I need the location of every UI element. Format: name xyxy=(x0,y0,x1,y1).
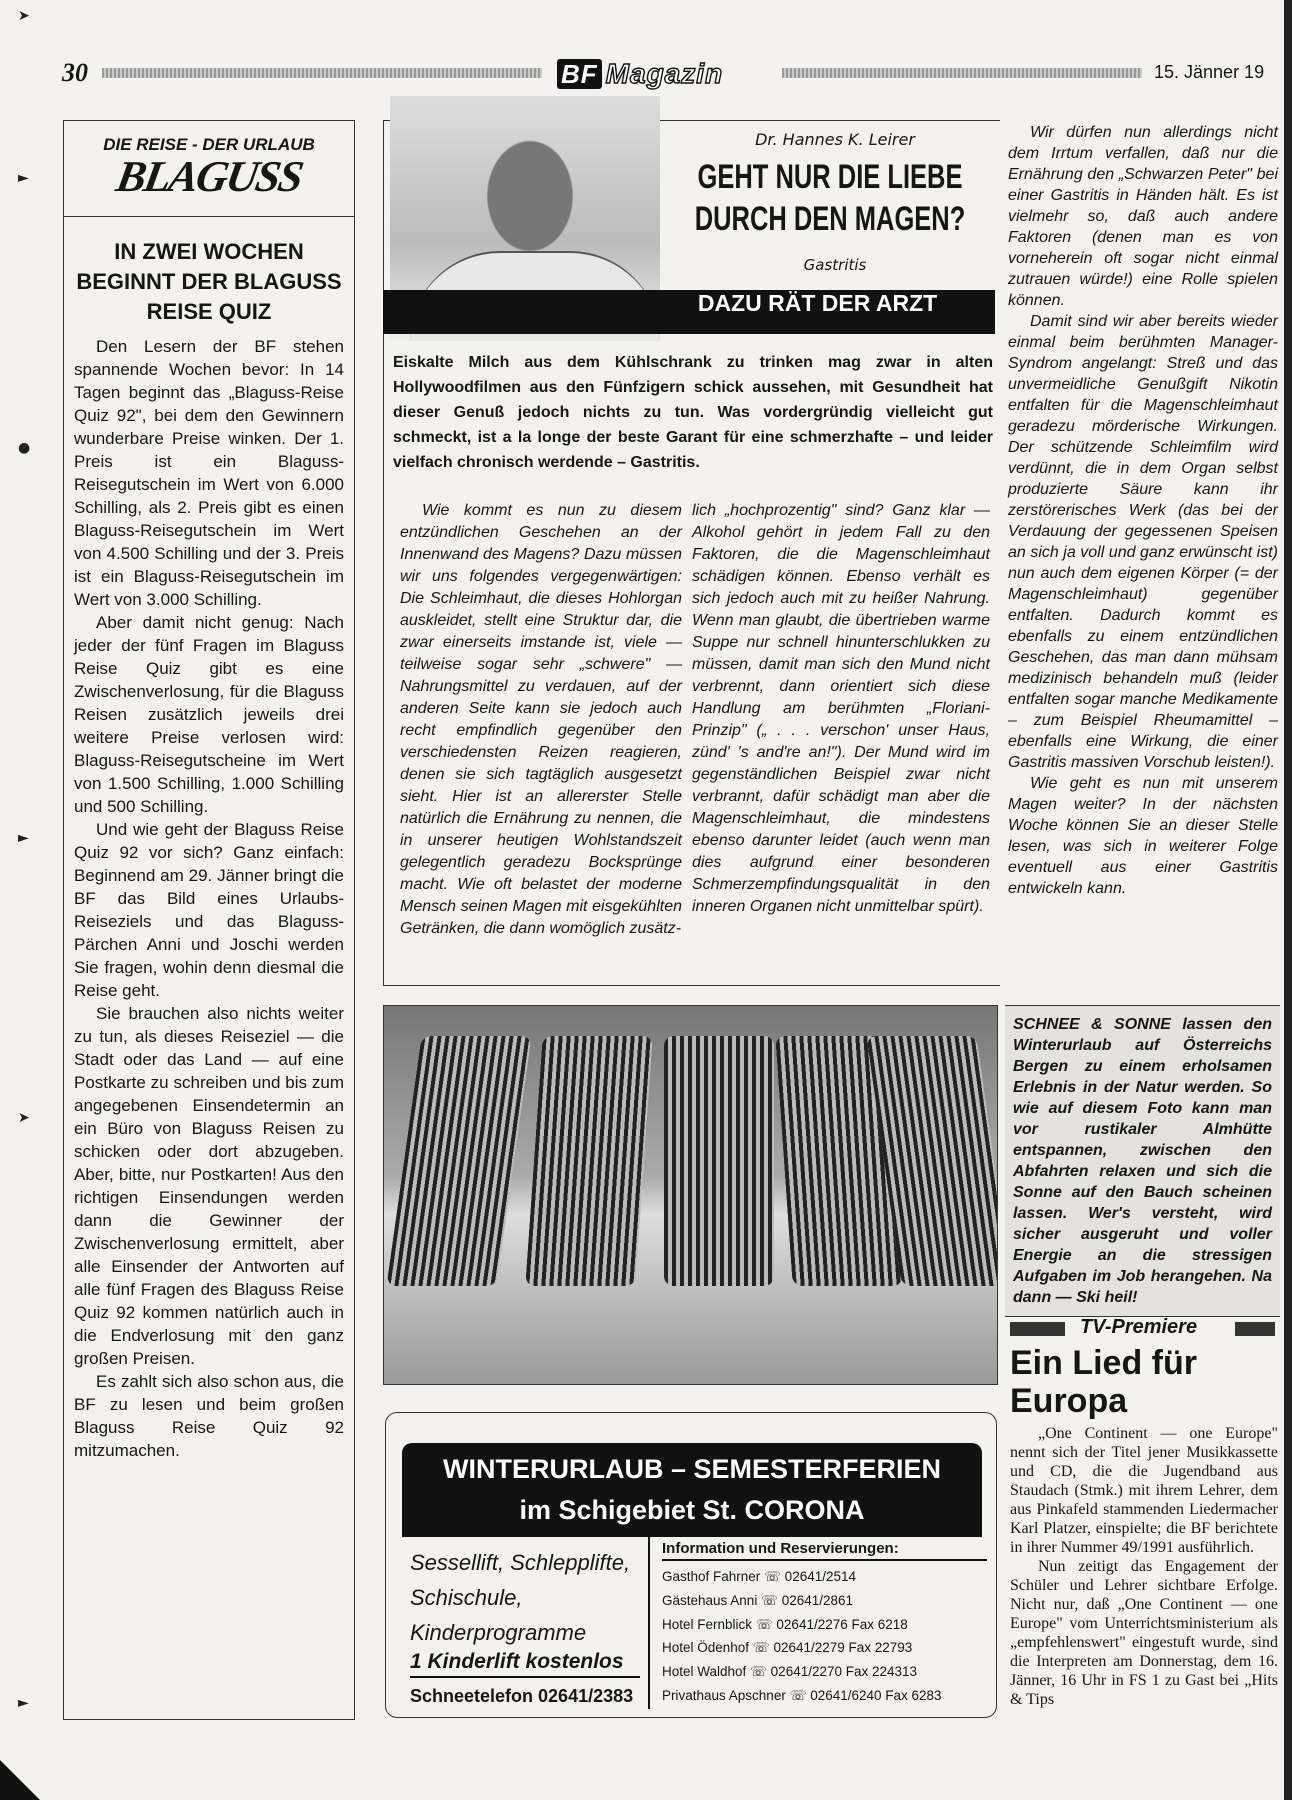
paragraph: Aber damit nicht genug: Nach jeder der fünf Fragen im Blaguss Reise Quiz gibt es eine Zwischenverlosung, für die Blaguss Reisen zusätzlich jeweils drei weitere Preise verlosen wird: Blaguss-Reisegutscheine im Wert von 1.500 Schilling, 1.000 Schilling und 500 Schilling. xyxy=(74,613,344,816)
tv-text xyxy=(1010,1424,1278,1709)
paragraph: Wie geht es nun mit unserem Magen weiter? In der nächsten Woche können Sie an dieser Stelle lesen, was sich in weiterer Folge eventuell aus einer Gastritis entwickeln kann. xyxy=(1008,775,1278,897)
ad-contact: Gästehaus Anni ☏ 02641/2861 xyxy=(662,1592,854,1608)
paragraph: Wie kommt es nun zu diesem entzündlichen Geschehen an der Innenwand des Magens? Dazu müssen wir uns folgendes vergegenwärtigen: Die Schleimhaut, die dieses Hohlorgan auskleidet, stellt eine Struktur dar, die zwar einerseits imstande ist, viele — teilweise sogar sehr „schwere" — Nahrungsmittel zu verdauen, auf der anderen Seite kann sie jedoch auch recht empfindlich gegenüber den verschiedensten Reizen reagieren, denen sie sich tagtäglich ausgesetzt sieht. Hier ist an allererster Stelle natürlich die Ernährung zu nennen, die in unserer heutigen Wohlstandszeit gelegentlich geradezu Bocksprünge macht. Wie oft belastet der moderne Mensch seinen Magen mit eisgekühlten Getränken, die dann womöglich zusätz- xyxy=(400,502,682,937)
paragraph: Es zahlt sich also schon aus, die BF zu lesen und beim großen Blaguss Reise Quiz 92 mitzumachen. xyxy=(74,1372,344,1460)
page-header xyxy=(62,58,1282,88)
blaguss-brand: BLAGUSS xyxy=(112,152,306,201)
paragraph: „One Continent — one Europe" nennt sich der Titel jener Musikkassette und CD, die die Jugendband aus Staudach (Stmk.) mit ihrem Lehrer, dem aus Pinkafeld stammenden Liedermacher Karl Platzer, einspielte; die BF berichtete in ihrer Nummer 49/1991 ausführlich. xyxy=(1010,1425,1278,1556)
binding-mark-icon: ● xyxy=(18,440,31,456)
tv-headline: Ein Lied für Europa xyxy=(1010,1344,1197,1420)
ad-divider xyxy=(648,1537,650,1709)
binding-mark-icon: ► xyxy=(18,170,29,186)
logo-magazin: Magazin xyxy=(605,58,724,89)
blaguss-headline: IN ZWEI WOCHEN BEGINNT DER BLAGUSS REISE QUIZ xyxy=(76,239,342,324)
article-title: GEHT NUR DIE LIEBE DURCH DEN MAGEN? xyxy=(694,158,966,238)
paragraph: Sie brauchen also nichts weiter zu tun, als dieses Reiseziel — die Stadt oder das Land — auf eine Postkarte zu schreiben und bis zum angegebenen Einsendetermin an ein Büro von Blaguss Reisen zu schicken oder dort abzugeben. Aber, bitte, nur Postkarten! Aus den richtigen Einsendungen werden dann die Gewinner der Zwischenverlosung ermittelt, aber alle Einsender der Antworten auf alle fünf Fragen des Blaguss Reise Quiz 92 kommen natürlich auch in die Endverlosung mit den ganz großen Preisen. xyxy=(74,1004,344,1368)
paragraph: Den Lesern der BF stehen spannende Wochen bevor: In 14 Tagen beginnt das „Blaguss-Reise Quiz 92", bei dem den Gewinnern wunderbare Preise winken. Der 1. Preis ist ein Blaguss-Reisegutschein im Wert von 6.000 Schilling, als 2. Preis gibt es einen Blaguss-Reisegutschein im Wert von 4.500 Schilling und der 3. Preis ist ein Blaguss-Reisegutschein im Wert von 3.000 Schilling. xyxy=(74,337,344,609)
ad-contact: Hotel Ödenhof ☏ 02641/2279 Fax 22793 xyxy=(662,1640,913,1656)
paragraph: Nun zeitigt das Engagement der Schüler und Lehrer sichtbare Erfolge. Nicht nur, daß „One Continent — one Europe" vom Unterrichtsministerium als „empfehlenswert" eingestuft wurde, sind die Interpreten am Donnerstag, dem 16. Jänner, 16 Uhr in FS 1 zu Gast bei „Hits & Tips xyxy=(1010,1558,1278,1708)
banner-label: DAZU RÄT DER ARZT xyxy=(697,290,938,316)
blaguss-kicker: DIE REISE - DER URLAUB xyxy=(103,135,315,154)
binding-mark-icon: ► xyxy=(18,830,29,846)
tv-rule xyxy=(1235,1322,1275,1336)
ad-contact: Gasthof Fahrner ☏ 02641/2514 xyxy=(662,1569,857,1584)
blaguss-logo xyxy=(64,121,354,217)
paragraph: Wir dürfen nun allerdings nicht dem Irrtum verfallen, daß nur die Ernährung den „Schwarzen Peter" bei einer Gastritis in Händen hält. Es ist vielmehr so, daß auch andere Faktoren (denen man es von vorneherein oft sogar nicht einmal zutrauen würde!) eine Rolle spielen können. xyxy=(1008,124,1278,309)
ad-contact: Hotel Waldhof ☏ 02641/2270 Fax 224313 xyxy=(662,1664,918,1680)
binding-mark-icon: ➤ xyxy=(18,1110,30,1126)
tv-kicker: TV-Premiere xyxy=(1080,1316,1198,1338)
ad-feature: Schischule, xyxy=(410,1585,523,1610)
paragraph: lich „hochprozentig" sind? Ganz klar — Alkohol gehört in jedem Fall zu den Faktoren, die die Magenschleimhaut schädigen können. Ebenso verhält es sich jedoch auch mit zu heißer Nahrung. Wenn man glaubt, die übertrieben warme Suppe nur schnell hinunterschlukken zu müssen, damit man sich den Mund nicht verbrennt, dann orientiert sich diese Handlung am berühmten „Floriani-Prinzip" („ . . . verschon' unser Haus, zünd' 's and're an!"). Der Mund wird im gegenständlichen Beispiel zwar nicht verbrannt, dafür schädigt man aber die Magenschleimhaut, die mindestens ebenso darunter leidet (auch wenn man dies aufgrund einer besonderen Schmerzempfindungsqualität in den inneren Organen nicht unmittelbar spürt). xyxy=(692,502,990,915)
header-rule xyxy=(782,68,1142,78)
ad-subheadline: im Schigebiet St. CORONA xyxy=(519,1495,865,1525)
ad-schneetelefon: Schneetelefon 02641/2383 xyxy=(410,1686,634,1706)
tv-rule xyxy=(1010,1322,1065,1336)
article-subtitle: Gastritis xyxy=(803,256,867,274)
ad-headline: WINTERURLAUB – SEMESTERFERIEN xyxy=(442,1454,942,1484)
blaguss-column xyxy=(63,120,355,1720)
ad-feature: Kinderprogramme xyxy=(410,1620,587,1645)
deck-chairs-photo xyxy=(383,1005,998,1385)
scan-edge xyxy=(1284,0,1292,1800)
ad-contacts xyxy=(662,1540,987,1708)
binding-mark-icon: ➤ xyxy=(18,8,30,24)
article-column-2 xyxy=(692,500,990,918)
issue-date: 15. Jänner 19 xyxy=(1154,62,1265,82)
ad-contact: Hotel Fernblick ☏ 02641/2276 Fax 6218 xyxy=(662,1616,908,1632)
scan-corner xyxy=(0,1760,40,1800)
header-rule xyxy=(102,68,542,78)
photo-caption: SCHNEE & SONNE lassen den Winterurlaub auf Österreichs Bergen zu einem erholsamen Erlebnis in der Natur werden. So wie auf diesem Foto kann man vor rustikaler Almhütte entspannen, zwischen den Abfahrten relaxen und sich die Sonne auf den Bauch scheinen lassen. Wer's versteht, wird sicher ausgeruht und voller Energie an die stressigen Aufgaben im Job herangehen. Na dann — Ski heil! xyxy=(1005,1005,1280,1317)
binding-mark-icon: ► xyxy=(18,1695,29,1711)
ad-header xyxy=(402,1443,982,1537)
ad-feature: Sessellift, Schlepplifte, xyxy=(410,1550,631,1575)
article-author: Dr. Hannes K. Leirer xyxy=(755,130,915,149)
paragraph: Und wie geht der Blaguss Reise Quiz 92 vor sich? Ganz einfach: Beginnend am 29. Jänner bringt die BF das Bild eines Urlaubs-Reiseziels und das Blaguss-Pärchen Anni und Joschi werden Sie fragen, wohin denn diesmal die Reise geht. xyxy=(74,820,344,1000)
page-number: 30 xyxy=(62,58,88,87)
paragraph: Damit sind wir aber bereits wieder einmal beim berühmten Manager-Syndrom angelangt: Streß und das unvermeidliche Genußgift Nikotin entfalten für die Magenschleimhaut geradezu mörderische Wirkungen. Der schützende Schleimfilm wird verdünnt, die in dem Organ selbst produzierte Säure kann ihr zerstörerisches Werk (das bei der Verdauung der gegessenen Speisen an sich ja voll und ganz erwünscht ist) nun auch dem eigenen Körper (= der Magenschleimhaut) gegenüber entfalten. Dadurch kommt es ebenfalls zu einem entzündlichen Geschehen, das man dann mühsam medizinisch behandeln muß (leider entfalten sogar manche Medikamente – zum Beispiel Rheumamittel – ebenfalls eine Wirkung, die einer Gastritis massiven Vorschub leisten!). xyxy=(1008,313,1278,771)
magazine-logo xyxy=(557,58,723,90)
ad-contact: Privathaus Apschner ☏ 02641/6240 Fax 6283 xyxy=(662,1687,942,1703)
ad-features xyxy=(410,1545,640,1707)
article-lead: Eiskalte Milch aus dem Kühlschrank zu trinken mag zwar in alten Hollywoodfilmen aus den Fünfzigern schick aussehen, mit Gesundheit hat dieser Genuß jedoch nichts zu tun. Was vordergründig vielleicht gut schmeckt, ist a la longe der beste Garant für eine schmerzhafte – und leider vielfach chronisch werdende – Gastritis. xyxy=(393,354,993,471)
article-column-1 xyxy=(400,500,682,940)
ad-kinderlift: 1 Kinderlift kostenlos xyxy=(410,1650,640,1678)
ad-info-heading: Information und Reservierungen: xyxy=(662,1540,987,1561)
logo-bf: BF xyxy=(557,59,602,89)
article-column-3 xyxy=(1008,122,1278,899)
